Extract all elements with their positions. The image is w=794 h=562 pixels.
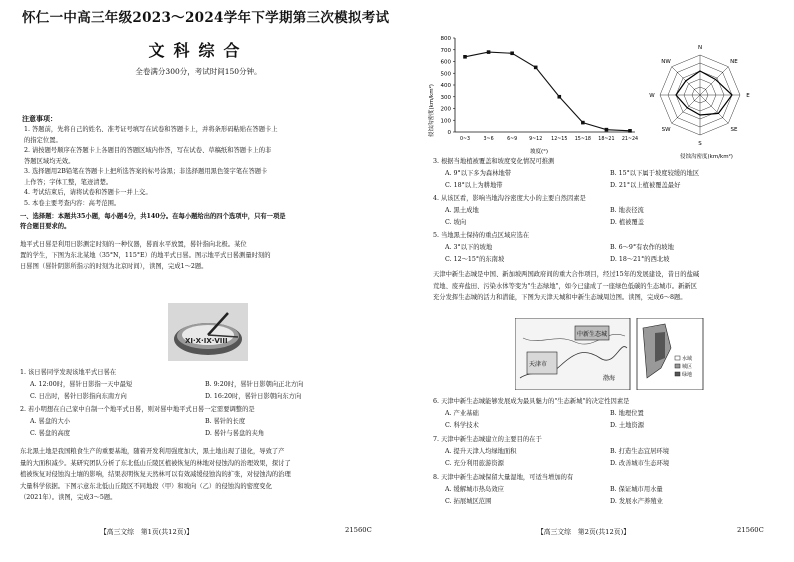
note-line: 上作答；字体工整，笔迹清楚。 bbox=[24, 178, 113, 186]
material-line: 充分发挥生态城的活力和潜能，下图为天津天城和中新生态城周边图。读图，完成6～8题。 bbox=[433, 294, 687, 301]
footer-right: 【高三文综 第2页(共12页)】 bbox=[537, 528, 631, 536]
material-line: 置的学生，下图为东北某地（35°N，115°E）的地平式日晷。图示地平式日晷测量时刻的 bbox=[20, 252, 271, 259]
answer-option: A. 晷盘的大小 bbox=[30, 418, 71, 425]
radar-direction-label: SE bbox=[730, 126, 738, 133]
radar-direction-label: NE bbox=[730, 59, 738, 66]
exam-meta: 全卷满分300分，考试时间150分钟。 bbox=[135, 67, 262, 76]
answer-option: A. 9°以下多为森林地带 bbox=[445, 170, 512, 177]
question-stem: 1. 该日晷同学发现该地平式日晷在 bbox=[20, 369, 117, 376]
answer-option: A. 12:00时，晷针日影指一天中最短 bbox=[30, 381, 133, 388]
x-tick-label: 6~9 bbox=[507, 137, 518, 142]
data-point bbox=[605, 128, 609, 132]
data-point bbox=[487, 50, 491, 54]
radar-direction-label: S bbox=[698, 141, 702, 147]
material-line: 天津中新生态城是中国、新加坡两国政府间的重大合作项目，经过15年的发展建设，昔日的盐碱 bbox=[433, 271, 700, 278]
answer-option: B. 保证城市用水量 bbox=[610, 486, 663, 493]
slope-chart bbox=[425, 32, 645, 157]
answer-option: B. 6～9°有农作的坡地 bbox=[610, 244, 674, 251]
notes-title: 注意事项： bbox=[22, 114, 57, 123]
y-tick-label: 200 bbox=[440, 106, 451, 113]
y-tick-label: 400 bbox=[440, 83, 451, 89]
answer-option: D. 改善城市生态环境 bbox=[610, 460, 670, 467]
section-line: 符合题目要求的。 bbox=[20, 223, 71, 230]
y-tick-label: 500 bbox=[440, 71, 451, 78]
question-stem: 4. 从该区看，影响当地沟谷密度大小的主要自然因素是 bbox=[433, 195, 586, 202]
data-point bbox=[628, 129, 632, 133]
question-stem: 2. 若小明想在自己家中自制一个地平式日晷，则对晷中地平式日晷一定需要调整的是 bbox=[20, 406, 255, 413]
question-stem: 7. 天津中新生态城建立的主要目的在于 bbox=[433, 436, 542, 443]
answer-option: D. 植被覆盖 bbox=[610, 219, 645, 226]
series-line bbox=[465, 52, 630, 131]
answer-option: B. 晷针的长度 bbox=[205, 418, 246, 425]
answer-option: C. 日出时，晷针日影指向东南方向 bbox=[30, 393, 127, 400]
x-tick-label: 3~6 bbox=[483, 137, 494, 142]
note-line: 的指定位置。 bbox=[24, 136, 62, 144]
answer-option: C. 晷盘的高度 bbox=[30, 430, 71, 437]
section-line: 一、选择题：本题共35小题，每小题4分，共140分。在每小题给出的四个选项中，只有一项是 bbox=[20, 213, 286, 220]
question-stem: 5. 当地黑土保持的重点区域应选在 bbox=[433, 232, 530, 239]
x-tick-label: 12~15 bbox=[551, 137, 568, 142]
answer-option: C. 拓展城区范围 bbox=[445, 498, 492, 505]
answer-option: A. 缓解城市热岛效应 bbox=[445, 486, 504, 493]
x-tick-label: 21~24 bbox=[621, 137, 639, 142]
code-right: 21560C bbox=[737, 526, 764, 534]
page-right bbox=[397, 0, 794, 562]
y-tick-label: 300 bbox=[440, 94, 451, 101]
data-point bbox=[557, 95, 561, 99]
answer-option: D. 18～21°的西北坡 bbox=[610, 256, 670, 263]
answer-option: A. 3°以下的坡地 bbox=[445, 244, 493, 251]
radar-label: 侵蚀沟密度(km/km²) bbox=[680, 154, 733, 160]
y-tick-label: 600 bbox=[440, 59, 451, 66]
note-line: 答题区域均无效。 bbox=[24, 157, 75, 165]
material-line: 日晷图（晷针阴影所指示的时刻为北京时间），读图，完成1～2题。 bbox=[20, 263, 208, 270]
note-line: 3. 选择题用2B铅笔在答题卡上把所选答案的标号涂黑；非选择题用黑色签字笔在答题卡 bbox=[24, 168, 268, 175]
answer-option: B. 地表径流 bbox=[610, 207, 644, 214]
answer-option: D. 16:20时，晷针日影朝向东方向 bbox=[205, 393, 302, 400]
data-point bbox=[534, 66, 538, 70]
data-point bbox=[510, 51, 514, 55]
footer-left: 【高三文综 第1页(共12页)】 bbox=[100, 528, 194, 536]
answer-option: C. 充分利用旅游资源 bbox=[445, 460, 504, 467]
sundial-numerals: XI·X·IX·VIII bbox=[185, 337, 228, 345]
map-label-tianjin: 天津市 bbox=[529, 361, 548, 368]
material-line: 量的大面积减少。某研究团队分析了东北低山丘陵区植被恢复的林地对侵蚀沟的治理效果，探讨了 bbox=[20, 459, 291, 467]
data-point bbox=[581, 121, 585, 125]
note-line: 5. 本卷主要考查内容：高考范围。 bbox=[24, 199, 121, 207]
material-line: 荒地、废弃盐田、污染水体等变为"生态绿地"，如今已建成了一座绿色低碳的生态城市。新新区 bbox=[433, 282, 697, 290]
question-stem: 3. 根据当地植被覆盖和坡度变化情况可推测 bbox=[433, 158, 555, 165]
legend-water: 水域 bbox=[682, 356, 693, 362]
code-left: 21560C bbox=[345, 526, 372, 534]
y-tick-label: 700 bbox=[440, 47, 451, 54]
material-line: 大量科学依据。下图示意东北低山丘陵区不同地段（甲）和坡向（乙）的侵蚀沟的密度变化 bbox=[20, 482, 272, 490]
answer-option: B. 地理位置 bbox=[610, 410, 644, 417]
answer-option: B. 9:20时，晷针日影朝向正北方向 bbox=[205, 381, 304, 388]
aspect-radar-chart bbox=[645, 40, 755, 165]
y-tick-label: 800 bbox=[440, 36, 451, 42]
data-point bbox=[463, 55, 467, 59]
legend-urban: 城区 bbox=[682, 364, 693, 370]
radar-direction-label: N bbox=[697, 45, 703, 51]
y-tick-label: 100 bbox=[440, 118, 451, 125]
material-line: 植被恢复对侵蚀沟土壤的影响，结果表明恢复天然林可以有效减缓侵蚀沟的扩张，对侵蚀沟的治理 bbox=[20, 471, 291, 478]
y-tick-label: 0 bbox=[447, 130, 451, 136]
radar-direction-label: SW bbox=[661, 126, 671, 133]
chart-ylabel: 侵蚀沟密度(km/km²) bbox=[429, 84, 435, 137]
sundial-image bbox=[168, 303, 248, 361]
question-stem: 6. 天津中新生态城能够发展成为最具魅力的"生态新城"的决定性因素是 bbox=[433, 398, 630, 405]
answer-option: B. 15°以下属于坡度较缓的地区 bbox=[610, 170, 700, 177]
note-line: 2. 请按题号顺序在答题卡上各题目的答题区域内作答，写在试卷、草稿纸和答题卡上的非 bbox=[24, 147, 272, 154]
answer-option: C. 18°以上为耕地带 bbox=[445, 182, 503, 189]
legend-green: 绿地 bbox=[682, 372, 693, 378]
material-line: 地平式日晷是利用日影测定时刻的一种仪器，晷面水平放置，晷针指向北极。某位 bbox=[20, 241, 247, 248]
answer-option: B. 打造生态宜居环境 bbox=[610, 448, 670, 455]
question-stem: 8. 天津中新生态城保留大量湿地，可适当增加的有 bbox=[433, 474, 574, 481]
answer-option: A. 黑土成地 bbox=[445, 207, 479, 214]
map-label-bohai: 渤海 bbox=[603, 375, 616, 382]
radar-direction-label: E bbox=[746, 93, 750, 99]
note-line: 4. 考试结束后，请将试卷和答题卡一并上交。 bbox=[24, 189, 152, 196]
answer-option: D. 土地资源 bbox=[610, 422, 645, 429]
answer-option: C. 科学技术 bbox=[445, 422, 479, 429]
note-line: 1. 答题前，先将自己的姓名、准考证号填写在试卷和答题卡上，并将条形码粘贴在答题卡上 bbox=[24, 126, 278, 133]
radar-direction-label: W bbox=[649, 93, 655, 99]
map-label-eco-city: 中新生态城 bbox=[577, 331, 608, 338]
subject-title: 文科综合 bbox=[148, 41, 249, 60]
answer-option: D. 晷针与晷盘的夹角 bbox=[205, 430, 265, 437]
chart-xlabel: 坡度(°) bbox=[530, 149, 549, 155]
answer-option: D. 发展水产养殖业 bbox=[610, 498, 663, 505]
answer-option: D. 21°以上植被覆盖最好 bbox=[610, 182, 681, 189]
material-line: （2021年）。读图，完成3～5题。 bbox=[20, 494, 117, 501]
material-line: 东北黑土地是我国粮食生产的重要基地，随着开发利用强度加大，黑土地出现了退化，导致了产 bbox=[20, 448, 285, 455]
answer-option: C. 12～15°的东南坡 bbox=[445, 256, 505, 263]
x-tick-label: 15~18 bbox=[574, 137, 591, 142]
x-tick-label: 18~21 bbox=[598, 137, 615, 142]
answer-option: C. 坡向 bbox=[445, 219, 467, 226]
answer-option: A. 产业基础 bbox=[445, 410, 479, 417]
x-tick-label: 0~3 bbox=[459, 137, 471, 142]
radar-direction-label: NW bbox=[661, 59, 671, 66]
answer-option: A. 提升天津人均绿地面积 bbox=[445, 448, 517, 455]
exam-title: 怀仁一中高三年级2023～2024学年下学期第三次模拟考试 bbox=[22, 10, 390, 26]
eco-city-map bbox=[515, 318, 705, 390]
x-tick-label: 9~12 bbox=[529, 137, 543, 142]
